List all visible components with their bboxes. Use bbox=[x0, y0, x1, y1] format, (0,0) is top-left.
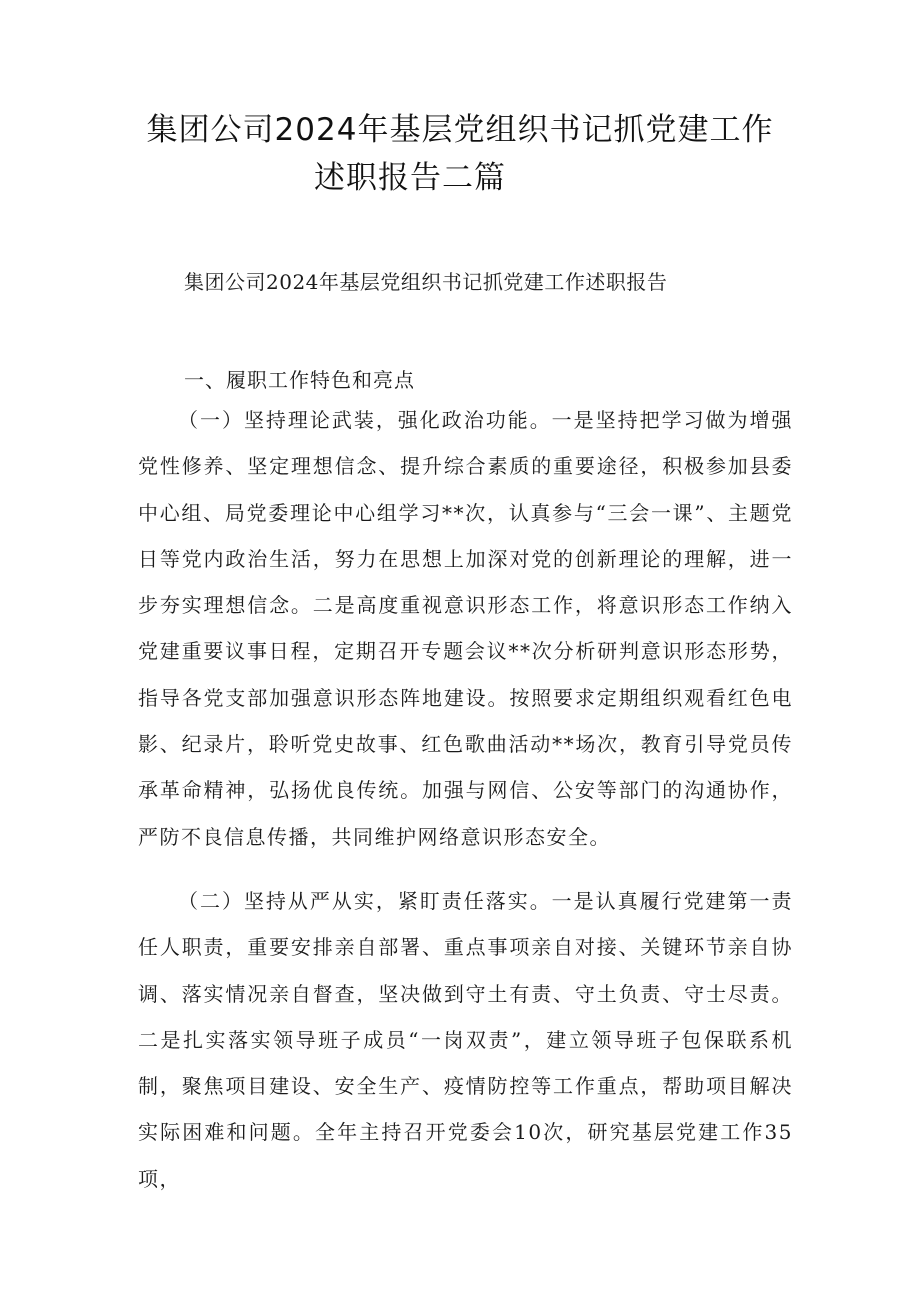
body-paragraph-1: （一）坚持理论武装，强化政治功能。一是坚持把学习做为增强党性修养、坚定理想信念、提升综合素质的重要途径，积极参加县委中心组、局党委理论中心组学习**次，认真参与“三会一课”、主题党日等党内政治生活，努力在思想上加深对党的创新理论的理解，进一步夯实理想信念。二是高度重视意识形态工作，将意识形态工作纳入党建重要议事日程，定期召开专题会议**次分析研判意识形态形势，指导各党支部加强意识形态阵地建设。按照要求定期组织观看红色电影、纪录片，聆听党史故事、红色歌曲活动**场次，教育引导党员传承革命精神，弘扬优良传统。加强与网信、公安等部门的沟通协作，严防不良信息传播，共同维护网络意识形态安全。 bbox=[138, 408, 793, 849]
document-title-line-2: 述职报告二篇 bbox=[314, 160, 506, 196]
body-paragraph-2: （二）坚持从严从实，紧盯责任落实。一是认真履行党建第一责任人职责，重要安排亲自部署、重点事项亲自对接、关键环节亲自协调、落实情况亲自督查，坚决做到守土有责、守土负责、守士尽责。二是扎实落实领导班子成员“一岗双责”，建立领导班子包保联系机制，聚焦项目建设、安全生产、疫情防控等工作重点，帮助项目解决实际困难和问题。全年主持召开党委会10次，研究基层党建工作35项， bbox=[138, 889, 793, 1191]
section-heading: 一、履职工作特色和亮点 bbox=[184, 368, 415, 392]
document-title-line-1: 集团公司2024年基层党组织书记抓党建工作 bbox=[146, 112, 774, 148]
document-subtitle: 集团公司2024年基层党组织书记抓党建工作述职报告 bbox=[184, 270, 668, 294]
